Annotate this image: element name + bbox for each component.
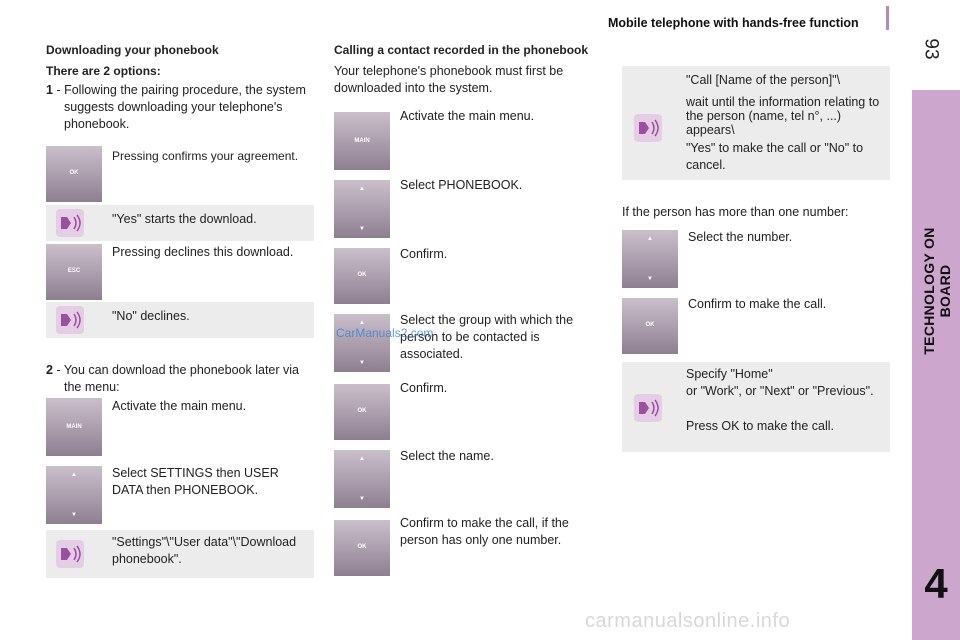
- step-6-text: Select the name.: [400, 449, 494, 463]
- no-text: "No" declines.: [112, 309, 190, 323]
- arrow-button-image: [334, 314, 390, 372]
- footer-watermark: carmanualsonline.info: [585, 610, 791, 632]
- option-1: [46, 82, 311, 133]
- option-2-text: - You can download the phonebook later via the menu:: [56, 363, 299, 394]
- voice-call-line-2: wait until the information relating to the person (name, tel n°, ...) appears\: [686, 95, 880, 137]
- up-arrow-icon: ▲: [359, 456, 365, 462]
- up-arrow-icon: ▲: [647, 236, 653, 242]
- arrow-button-graphic: [46, 466, 102, 524]
- arrow-button-graphic: [334, 450, 390, 508]
- option-2-number: 2: [46, 363, 53, 377]
- step-5-text: Confirm.: [400, 381, 448, 395]
- voice-icon: [56, 209, 84, 237]
- esc-button-image: [46, 244, 102, 300]
- page-header-title: Mobile telephone with hands-free function: [608, 16, 859, 30]
- ok-button-image: [334, 384, 390, 440]
- watermark: CarManuals2.com: [336, 326, 434, 340]
- ok-button-label: OK: [357, 272, 367, 278]
- step-4-text: Select the group with which the person to be contacted is associated.: [400, 313, 574, 361]
- option-2: [46, 362, 311, 396]
- middle-intro-text: Your telephone's phonebook must first be downloaded into the system.: [334, 64, 564, 95]
- up-arrow-icon: ▲: [71, 472, 77, 478]
- option-1-number: 1: [46, 83, 53, 97]
- middle-heading: Calling a contact recorded in the phonebook: [334, 43, 589, 57]
- down-arrow-icon: ▼: [359, 226, 365, 232]
- multi-number-text: If the person has more than one number:: [622, 205, 849, 219]
- arrow-button-graphic: [334, 314, 390, 372]
- yes-box: [46, 205, 314, 241]
- ok-button-image: [622, 298, 678, 354]
- voice-icon: [634, 394, 662, 422]
- voice-icon: [634, 114, 662, 142]
- option-2-paragraph: [46, 362, 311, 396]
- chapter-number: 4: [924, 560, 948, 607]
- step-2-text: Select PHONEBOOK.: [400, 178, 523, 192]
- ok-button-graphic: [46, 146, 102, 202]
- voice-icon: [56, 306, 84, 334]
- section-heading: Downloading your phonebook: [46, 43, 219, 57]
- ok-button-graphic: [334, 248, 390, 304]
- no-box: [46, 302, 314, 338]
- main-menu-text: Activate the main menu.: [112, 399, 247, 413]
- ok-button-label: OK: [357, 408, 367, 414]
- voice-icon: [56, 540, 84, 568]
- ok-button-graphic: [622, 298, 678, 354]
- ok-button-image: [334, 520, 390, 576]
- yes-text: "Yes" starts the download.: [112, 212, 257, 226]
- main-button-graphic: [46, 398, 102, 456]
- arrow-button-image: [334, 180, 390, 238]
- main-button-image: [46, 398, 102, 456]
- ok-button-image: [46, 146, 102, 202]
- down-arrow-icon: ▼: [359, 360, 365, 366]
- arrow-button-image: [46, 466, 102, 524]
- down-arrow-icon: ▼: [647, 276, 653, 282]
- middle-intro: [334, 44, 589, 97]
- section-subheading: There are 2 options:: [46, 64, 161, 78]
- step-1-text: Activate the main menu.: [400, 109, 535, 123]
- ok-button-label: OK: [357, 544, 367, 550]
- ok-button-graphic: [334, 520, 390, 576]
- down-arrow-icon: ▼: [359, 496, 365, 502]
- ok-button-label: OK: [645, 322, 655, 328]
- voice-call-line-1: "Call [Name of the person]"\: [686, 73, 841, 87]
- voice-settings-box: [46, 530, 314, 578]
- voice-settings-text: "Settings"\"User data"\"Download phonebook".: [112, 535, 297, 566]
- esc-button-label: ESC: [67, 268, 81, 274]
- main-button-label: MAIN: [66, 424, 82, 430]
- side-tab: [912, 90, 960, 640]
- up-arrow-icon: ▲: [359, 320, 365, 326]
- voice-call-line-3: "Yes" to make the call or "No" to cancel.: [686, 141, 864, 172]
- arrow-button-graphic: [622, 230, 678, 288]
- ok-button-graphic: [334, 384, 390, 440]
- arrow-button-image: [622, 230, 678, 288]
- voice-specify-line-1: Specify "Home": [686, 367, 773, 381]
- select-settings-text: Select SETTINGS then USER DATA then PHONEBOOK.: [112, 466, 279, 497]
- select-number-text: Select the number.: [688, 230, 793, 244]
- voice-specify-box: [622, 362, 890, 452]
- ok-text: Pressing confirms your agreement.: [112, 149, 299, 163]
- main-button-graphic: [334, 112, 390, 170]
- side-tab-label: TECHNOLOGY ON BOARD: [921, 227, 953, 355]
- arrow-button-graphic: [334, 180, 390, 238]
- option-1-text: - Following the pairing procedure, the system suggests downloading your telephone's phonebook.: [56, 83, 306, 131]
- left-intro: [46, 44, 311, 133]
- down-arrow-icon: ▼: [71, 512, 77, 518]
- esc-button-graphic: [46, 244, 102, 300]
- confirm-call-text: Confirm to make the call.: [688, 297, 827, 311]
- page-number: 93: [920, 38, 942, 60]
- ok-button-label: OK: [69, 170, 79, 176]
- main-button-label: MAIN: [354, 138, 370, 144]
- voice-call-box: [622, 66, 890, 180]
- header-divider: [886, 6, 889, 30]
- voice-specify-line-3: Press OK to make the call.: [686, 419, 834, 433]
- step-7-text: Confirm to make the call, if the person has only one number.: [400, 516, 569, 547]
- esc-text: Pressing declines this download.: [112, 245, 294, 259]
- ok-button-image: [334, 248, 390, 304]
- arrow-button-image: [334, 450, 390, 508]
- voice-specify-line-2: or "Work", or "Next" or "Previous".: [686, 384, 874, 398]
- step-3-text: Confirm.: [400, 247, 448, 261]
- main-button-image: [334, 112, 390, 170]
- up-arrow-icon: ▲: [359, 186, 365, 192]
